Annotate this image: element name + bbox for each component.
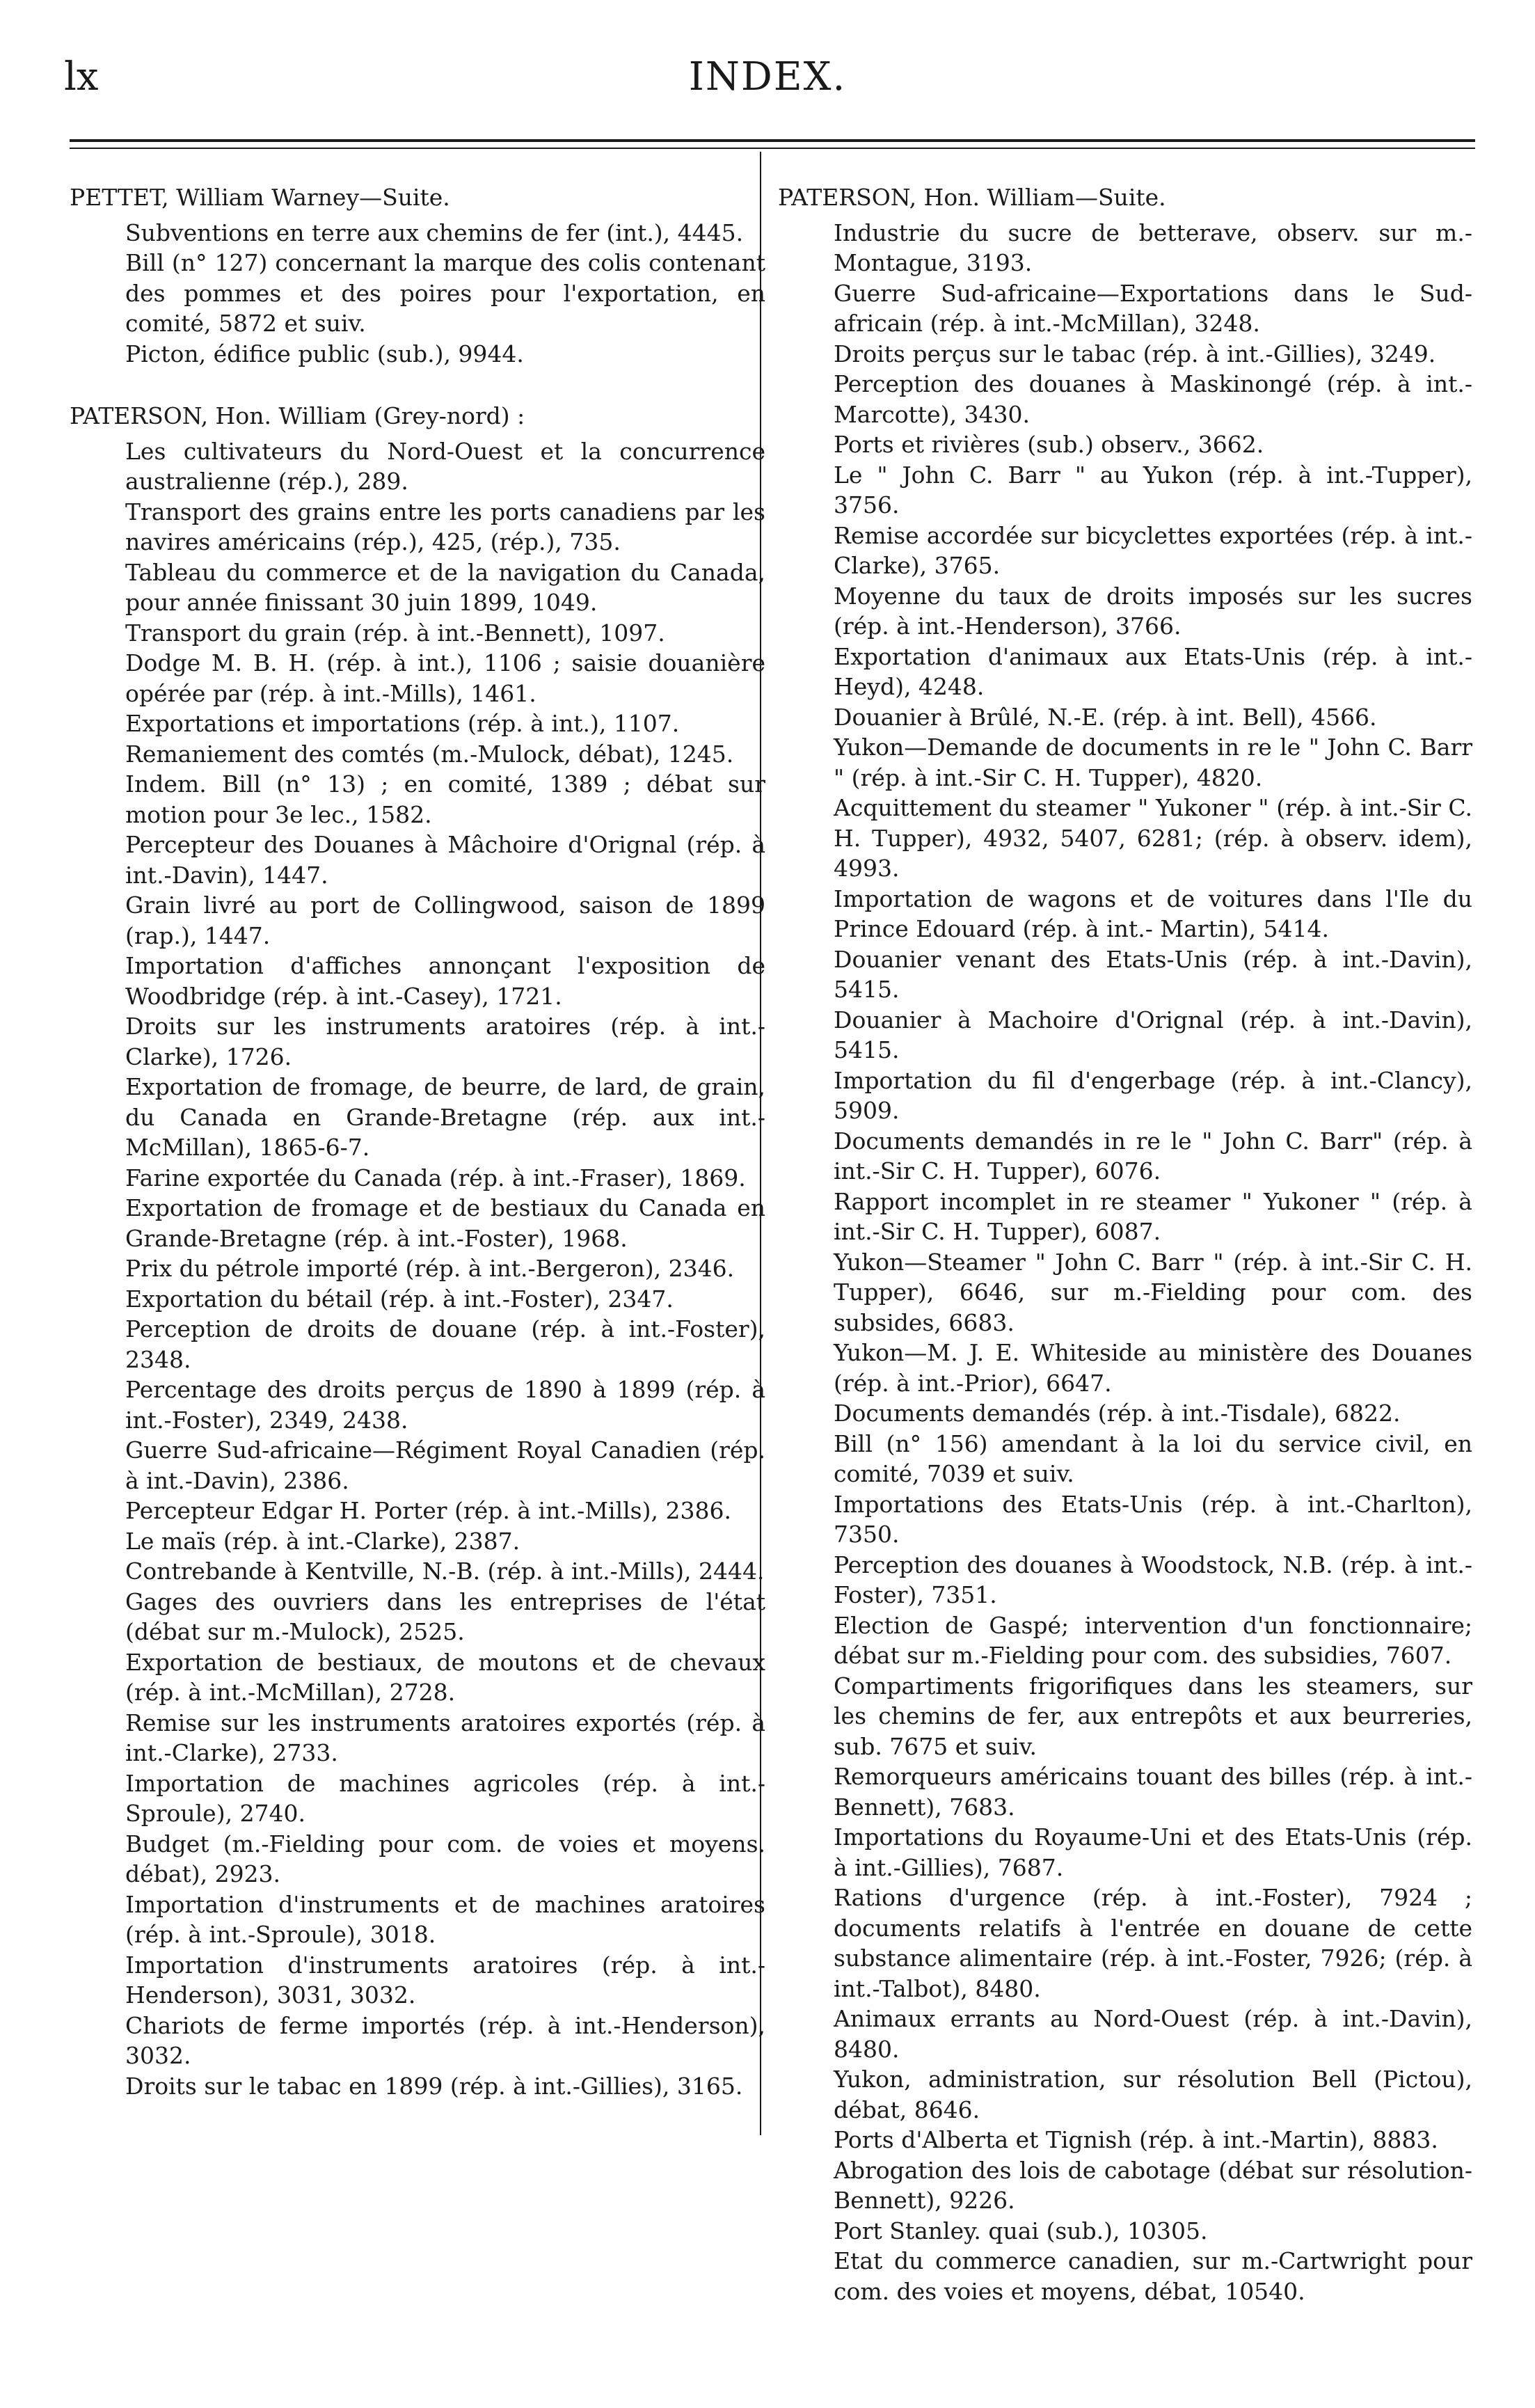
index-entry: Le maïs (rép. à int.-Clarke), 2387. bbox=[125, 1527, 520, 1555]
index-entry: Documents demandés in re le " John C. Barr" (rép. à int.-Sir C. H. Tupper), 6076. bbox=[834, 1127, 1472, 1185]
left-column bbox=[70, 182, 765, 2101]
index-entry: Ports d'Alberta et Tignish (rép. à int.-Martin), 8883. bbox=[834, 2126, 1438, 2153]
index-entry: Bill (n° 156) amendant à la loi du service civil, en comité, 7039 et suiv. bbox=[834, 1429, 1472, 1487]
index-entry: Abrogation des lois de cabotage (débat sur résolution-Bennett), 9226. bbox=[834, 2156, 1472, 2214]
index-entry: Douanier venant des Etats-Unis (rép. à int.-Davin), 5415. bbox=[834, 945, 1472, 1003]
index-entry: Exportation de fromage, de beurre, de lard, de grain, du Canada en Grande-Bretagne (rép. aux int.-McMillan), 1865-6-7. bbox=[125, 1073, 765, 1161]
index-entry: Perception des douanes à Woodstock, N.B. (rép. à int.-Foster), 7351. bbox=[834, 1551, 1472, 1608]
index-entry: Subventions en terre aux chemins de fer (int.), 4445. bbox=[125, 219, 744, 246]
index-entry: Budget (m.-Fielding pour com. de voies et moyens. débat), 2923. bbox=[125, 1830, 765, 1887]
index-entry: Election de Gaspé; intervention d'un fonctionnaire; débat sur m.-Fielding pour com. des subsidies, 7607. bbox=[834, 1611, 1472, 1669]
index-entry: Rapport incomplet in re steamer " Yukoner " (rép. à int.-Sir C. H. Tupper), 6087. bbox=[834, 1187, 1472, 1245]
index-entry: Droits perçus sur le tabac (rép. à int.-Gillies), 3249. bbox=[834, 340, 1436, 367]
index-entry: Yukon, administration, sur résolution Bell (Pictou), débat, 8646. bbox=[834, 2066, 1472, 2123]
index-entry: Acquittement du steamer " Yukoner " (rép. à int.-Sir C. H. Tupper), 4932, 5407, 6281; (rép. à observ. idem), 4993. bbox=[834, 794, 1472, 882]
index-entry: Douanier à Brûlé, N.-E. (rép. à int. Bell), 4566. bbox=[834, 703, 1377, 731]
index-entry: Bill (n° 127) concernant la marque des colis contenant des pommes et des poires pour l'exportation, en comité, 5872 et suiv. bbox=[125, 249, 765, 337]
index-entry: Douanier à Machoire d'Orignal (rép. à int.-Davin), 5415. bbox=[834, 1006, 1472, 1063]
index-entry: Moyenne du taux de droits imposés sur les sucres (rép. à int.-Henderson), 3766. bbox=[834, 582, 1472, 640]
index-entry: Etat du commerce canadien, sur m.-Cartwright pour com. des voies et moyens, débat, 10540. bbox=[834, 2247, 1472, 2305]
index-heading: PATERSON, Hon. William—Suite. bbox=[778, 184, 1166, 211]
index-entry: Importation d'affiches annonçant l'exposition de Woodbridge (rép. à int.-Casey), 1721. bbox=[125, 952, 765, 1010]
index-entry: Ports et rivières (sub.) observ., 3662. bbox=[834, 431, 1264, 458]
index-entry: Remise sur les instruments aratoires exportés (rép. à int.-Clarke), 2733. bbox=[125, 1709, 765, 1766]
index-entry: Exportation d'animaux aux Etats-Unis (rép. à int.-Heyd), 4248. bbox=[834, 642, 1472, 700]
index-entry: Transport du grain (rép. à int.-Bennett), 1097. bbox=[125, 619, 665, 647]
index-entry: Transport des grains entre les ports canadiens par les navires américains (rép.), 425, (rép.), 735. bbox=[125, 498, 765, 555]
index-entry: Importation d'instruments aratoires (rép. à int.-Henderson), 3031, 3032. bbox=[125, 1951, 765, 2009]
index-entry: Remaniement des comtés (m.-Mulock, débat), 1245. bbox=[125, 740, 734, 768]
index-entry: Rations d'urgence (rép. à int.-Foster), 7924 ; documents relatifs à l'entrée en douane de cette substance alimentaire (rép. à int.-Foster, 7926; (rép. à int.-Talbot), 8480. bbox=[834, 1884, 1472, 2002]
index-entry: Chariots de ferme importés (rép. à int.-Henderson), 3032. bbox=[125, 2011, 765, 2069]
header-rule-thin bbox=[70, 148, 1475, 149]
index-entry: Importation d'instruments et de machines aratoires (rép. à int.-Sproule), 3018. bbox=[125, 1890, 765, 1948]
index-entry: Exportation de bestiaux, de moutons et de chevaux (rép. à int.-McMillan), 2728. bbox=[125, 1648, 765, 1706]
index-entry: Exportations et importations (rép. à int.), 1107. bbox=[125, 710, 680, 737]
index-entry: Droits sur le tabac en 1899 (rép. à int.-Gillies), 3165. bbox=[125, 2072, 743, 2100]
index-entry: Importation de wagons et de voitures dans l'Ile du Prince Edouard (rép. à int.- Martin), 5414. bbox=[834, 885, 1472, 942]
index-entry: Les cultivateurs du Nord-Ouest et la concurrence australienne (rép.), 289. bbox=[125, 437, 765, 495]
index-entry: Documents demandés (rép. à int.-Tisdale), 6822. bbox=[834, 1400, 1401, 1427]
index-entry: Exportation de fromage et de bestiaux du Canada en Grande-Bretagne (rép. à int.-Foster), 1968. bbox=[125, 1194, 765, 1252]
page-number: lx bbox=[64, 54, 99, 100]
index-entry: Guerre Sud-africaine—Exportations dans le Sud-africain (rép. à int.-McMillan), 3248. bbox=[834, 279, 1472, 337]
right-column bbox=[778, 182, 1472, 2306]
index-entry: Guerre Sud-africaine—Régiment Royal Canadien (rép. à int.-Davin), 2386. bbox=[125, 1436, 765, 1494]
index-entry: Contrebande à Kentville, N.-B. (rép. à int.-Mills), 2444. bbox=[125, 1558, 765, 1585]
index-entry: Importation du fil d'engerbage (rép. à int.-Clancy), 5909. bbox=[834, 1066, 1472, 1124]
index-entry: Perception des douanes à Maskinongé (rép. à int.-Marcotte), 3430. bbox=[834, 370, 1472, 428]
index-entry: Droits sur les instruments aratoires (rép. à int.-Clarke), 1726. bbox=[125, 1013, 765, 1070]
index-entry: Yukon—M. J. E. Whiteside au ministère des Douanes (rép. à int.-Prior), 6647. bbox=[834, 1339, 1472, 1397]
index-entry: Port Stanley. quai (sub.), 10305. bbox=[834, 2217, 1208, 2244]
index-entry: Animaux errants au Nord-Ouest (rép. à int.-Davin), 8480. bbox=[834, 2005, 1472, 2063]
group-spacer bbox=[70, 369, 765, 401]
index-entry: Tableau du commerce et de la navigation du Canada, pour année finissant 30 juin 1899, 1049. bbox=[125, 558, 765, 616]
index-entry: Yukon—Steamer " John C. Barr " (rép. à int.-Sir C. H. Tupper), 6646, sur m.-Fielding pour com. des subsides, 6683. bbox=[834, 1248, 1472, 1336]
index-entry: Dodge M. B. H. (rép. à int.), 1106 ; saisie douanière opérée par (rép. à int.-Mills), 1461. bbox=[125, 649, 765, 707]
index-entry: Percepteur Edgar H. Porter (rép. à int.-Mills), 2386. bbox=[125, 1497, 731, 1524]
index-entry: Picton, édifice public (sub.), 9944. bbox=[125, 340, 524, 367]
index-entry: Importation de machines agricoles (rép. à int.-Sproule), 2740. bbox=[125, 1769, 765, 1827]
index-entry: Le " John C. Barr " au Yukon (rép. à int.-Tupper), 3756. bbox=[834, 461, 1472, 518]
index-entry: Yukon—Demande de documents in re le " John C. Barr " (rép. à int.-Sir C. H. Tupper), 4820. bbox=[834, 734, 1472, 791]
index-heading: PETTET, William Warney—Suite. bbox=[70, 184, 450, 211]
index-entry: Percepteur des Douanes à Mâchoire d'Orignal (rép. à int.-Davin), 1447. bbox=[125, 831, 765, 889]
index-entry: Compartiments frigorifiques dans les steamers, sur les chemins de fer, aux entrepôts et aux beurreries, sub. 7675 et suiv. bbox=[834, 1672, 1472, 1760]
index-entry: Remise accordée sur bicyclettes exportées (rép. à int.-Clarke), 3765. bbox=[834, 521, 1472, 579]
index-entry: Remorqueurs américains touant des billes (rép. à int.-Bennett), 7683. bbox=[834, 1763, 1472, 1821]
page-title: INDEX. bbox=[688, 54, 847, 100]
index-entry: Exportation du bétail (rép. à int.-Foster), 2347. bbox=[125, 1285, 674, 1313]
index-entry: Farine exportée du Canada (rép. à int.-Fraser), 1869. bbox=[125, 1164, 746, 1191]
index-entry: Importations du Royaume-Uni et des Etats-Unis (rép. à int.-Gillies), 7687. bbox=[834, 1823, 1472, 1881]
header-rule bbox=[70, 139, 1475, 142]
index-heading: PATERSON, Hon. William (Grey-nord) : bbox=[70, 402, 525, 429]
index-entry: Industrie du sucre de betterave, observ. sur m.-Montague, 3193. bbox=[834, 219, 1472, 276]
index-entry: Grain livré au port de Collingwood, saison de 1899 (rap.), 1447. bbox=[125, 892, 765, 949]
index-entry: Importations des Etats-Unis (rép. à int.-Charlton), 7350. bbox=[834, 1490, 1472, 1548]
index-entry: Percentage des droits perçus de 1890 à 1899 (rép. à int.-Foster), 2349, 2438. bbox=[125, 1376, 765, 1434]
index-entry: Indem. Bill (n° 13) ; en comité, 1389 ; débat sur motion pour 3e lec., 1582. bbox=[125, 770, 765, 828]
index-entry: Perception de droits de douane (rép. à int.-Foster), 2348. bbox=[125, 1315, 765, 1373]
index-entry: Gages des ouvriers dans les entreprises de l'état (débat sur m.-Mulock), 2525. bbox=[125, 1587, 765, 1645]
index-entry: Prix du pétrole importé (rép. à int.-Bergeron), 2346. bbox=[125, 1255, 735, 1282]
